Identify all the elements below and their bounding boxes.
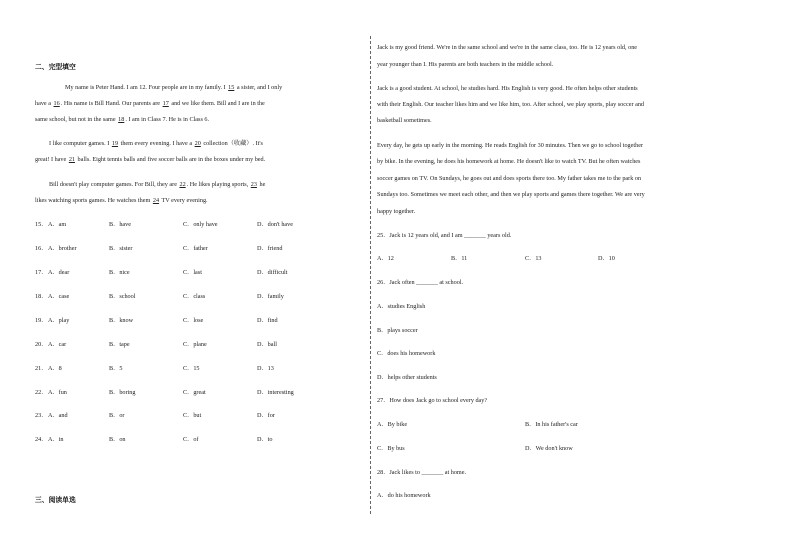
- passage-line: happy together.: [377, 208, 416, 215]
- question-number: 24．: [35, 436, 48, 443]
- option-a: A．am: [48, 221, 67, 228]
- option-c: C．father: [183, 245, 208, 252]
- option-row: [35, 246, 360, 256]
- blank-24: 24: [152, 197, 160, 204]
- option-a: A．do his homework: [377, 492, 431, 499]
- question-number: 18．: [35, 293, 48, 300]
- question-number: 20．: [35, 341, 48, 348]
- option-b: B．11: [451, 255, 468, 262]
- question-stem: 25．Jack is 12 years old, and I am _______ years old.: [377, 232, 512, 239]
- option-b: B．nice: [109, 269, 130, 276]
- question-number: 22．: [35, 389, 48, 396]
- option-d: D．to: [257, 436, 273, 443]
- option-b: B．school: [109, 293, 136, 300]
- passage-line: Jack is a good student. At school, he studies hard. His English is very good. He often helps other students: [377, 85, 638, 92]
- option-c: C．does his homework: [377, 350, 436, 357]
- option-a: A．studies English: [377, 303, 426, 310]
- option-b: B．plays soccer: [377, 327, 418, 334]
- option-row: [35, 270, 360, 280]
- question-number: 15．: [35, 221, 48, 228]
- passage-line: year younger than I. His parents are both teachers in the middle school.: [377, 61, 554, 68]
- passage-line: have a 16. His name is Bill Hand. Our parents are 17 and we like them. Bill and I are in the: [35, 100, 265, 107]
- option-d: D．for: [257, 412, 275, 419]
- passage-line: Jack is my good friend. We're in the same school and we're in the same class, too. He is 12 years old, one: [377, 44, 638, 51]
- option-c: C．but: [183, 412, 202, 419]
- option-row: [35, 366, 360, 376]
- blank-19: 19: [111, 140, 119, 147]
- blank-16: 16: [53, 100, 60, 107]
- left-column: [35, 0, 360, 550]
- option-b: B．tape: [109, 341, 130, 348]
- option-b: B．In his father's car: [525, 421, 578, 428]
- option-b: B．know: [109, 317, 134, 324]
- option-c: C．15: [183, 365, 200, 372]
- passage-line: Bill doesn't play computer games. For Bill, they are 22. He likes playing sports, 23 he: [49, 181, 266, 188]
- passage-line: great! I have 21 balls. Eight tennis balls and five soccer balls are in the boxes under my bed.: [35, 156, 266, 163]
- option-a: A．dear: [48, 269, 70, 276]
- option-a: A．8: [48, 365, 62, 372]
- option-d: D．friend: [257, 245, 283, 252]
- option-row: [35, 318, 360, 328]
- blank-17: 17: [162, 100, 169, 107]
- option-c: C．last: [183, 269, 202, 276]
- option-a: A．brother: [48, 245, 77, 252]
- option-row: [35, 437, 360, 447]
- option-b: B．on: [109, 436, 126, 443]
- blank-22: 22: [179, 181, 186, 188]
- option-c: C．class: [183, 293, 206, 300]
- blank-23: 23: [250, 181, 257, 188]
- option-row: [35, 294, 360, 304]
- option-a: A．fun: [48, 389, 67, 396]
- option-c: C．13: [525, 255, 542, 262]
- passage-line: basketball sometimes.: [377, 117, 432, 124]
- blank-15: 15: [228, 84, 235, 91]
- option-a: A．play: [48, 317, 70, 324]
- option-c: C．lose: [183, 317, 204, 324]
- option-c: C．of: [183, 436, 199, 443]
- question-number: 23．: [35, 412, 48, 419]
- option-b: B．or: [109, 412, 125, 419]
- option-c: C．only have: [183, 221, 218, 228]
- passage-line: soccer games on TV. On Sundays, he goes out and does sports there too. My father takes me to the park on: [377, 175, 642, 182]
- reading-heading: 三、阅读单选: [35, 496, 76, 504]
- question-stem: 26．Jack often _______ at school.: [377, 279, 464, 286]
- option-a: A．car: [48, 341, 67, 348]
- option-d: D．find: [257, 317, 278, 324]
- cloze-heading: 二、完型填空: [35, 63, 76, 71]
- option-d: D．don't have: [257, 221, 293, 228]
- question-stem: 27．How does Jack go to school every day?: [377, 397, 488, 404]
- passage-line: Every day, he gets up early in the morning. He reads English for 30 minutes. Then we go to school together: [377, 142, 643, 149]
- passage-line: by bike. In the evening, he does his homework at home. He doesn't like to watch TV. But he often watches: [377, 158, 641, 165]
- blank-21: 21: [68, 156, 75, 163]
- option-a: A．12: [377, 255, 394, 262]
- option-c: C．great: [183, 389, 206, 396]
- option-c: C．By bus: [377, 445, 405, 452]
- option-a: A．in: [48, 436, 64, 443]
- option-d: D．difficult: [257, 269, 288, 276]
- option-a: A．and: [48, 412, 68, 419]
- right-column: [377, 0, 707, 550]
- option-b: B．5: [109, 365, 123, 372]
- passage-line: Sundays too. Sometimes we meet each other, and then we play sports and games there together. We are very: [377, 191, 645, 198]
- column-divider: [370, 36, 371, 514]
- option-c: C．plane: [183, 341, 207, 348]
- option-d: D．We don't know: [525, 445, 573, 452]
- option-a: A．By bike: [377, 421, 408, 428]
- option-a: A．case: [48, 293, 70, 300]
- question-number: 17．: [35, 269, 48, 276]
- passage-line: My name is Peter Hand. I am 12. Four people are in my family. I 15 a sister, and I only: [65, 84, 283, 91]
- passage-line: same school, but not in the same 18. I am in Class 7. He is in Class 6.: [35, 116, 210, 123]
- blank-18: 18: [118, 116, 125, 123]
- passage-line: with their English. Our teacher likes him and we like him, too. After school, we play sports, play soccer and: [377, 101, 645, 108]
- blank-20: 20: [194, 140, 201, 147]
- question-stem: 28．Jack likes to _______ at home.: [377, 469, 467, 476]
- passage-line: I like computer games. I 19 them every evening. I have a 20 collection（收藏）. It's: [49, 140, 263, 147]
- option-d: D．interesting: [257, 389, 294, 396]
- option-row: [35, 390, 360, 400]
- passage-line: likes watching sports games. He watches them 24 TV every evening.: [35, 197, 208, 204]
- option-d: D．family: [257, 293, 284, 300]
- option-d: D．13: [257, 365, 274, 372]
- option-b: B．have: [109, 221, 131, 228]
- option-d: D．ball: [257, 341, 277, 348]
- option-b: B．sister: [109, 245, 133, 252]
- option-d: D．10: [598, 255, 615, 262]
- question-number: 19．: [35, 317, 48, 324]
- question-number: 21．: [35, 365, 48, 372]
- option-d: D．helps other students: [377, 374, 437, 381]
- option-b: B．boring: [109, 389, 136, 396]
- option-row: [35, 222, 360, 232]
- option-row: [35, 413, 360, 423]
- question-number: 16．: [35, 245, 48, 252]
- option-row: [35, 342, 360, 352]
